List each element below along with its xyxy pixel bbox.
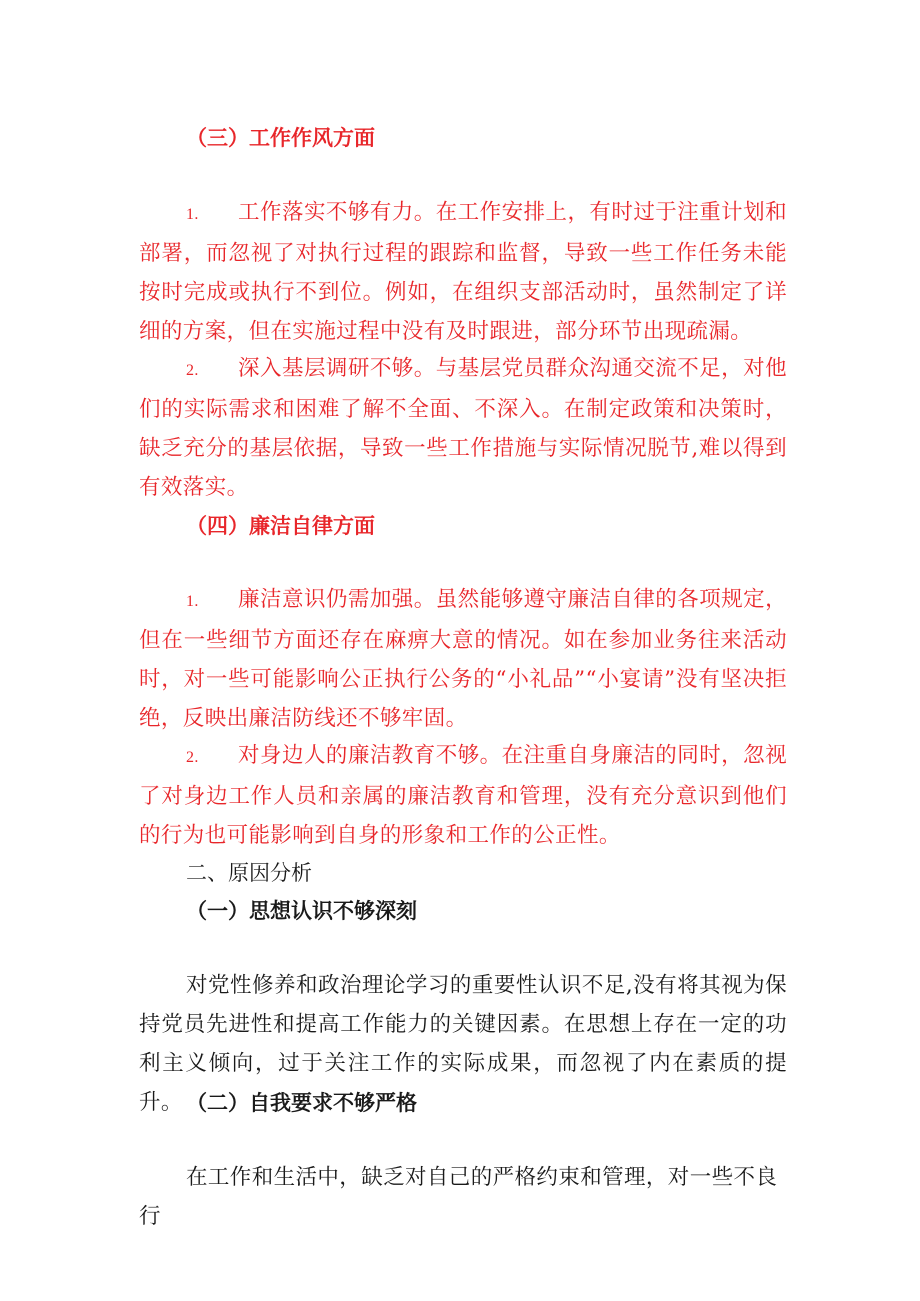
section-heading-work-style: （三）工作作风方面 (186, 126, 375, 150)
section-heading-cause-analysis: 二、原因分析 (186, 861, 312, 885)
item-number: 1. (186, 206, 199, 223)
subsection-heading-self-discipline: （二）自我要求不够严格 (186, 1091, 417, 1115)
work-style-item-2 (139, 349, 787, 507)
integrity-item-1 (139, 580, 787, 738)
self-discipline-paragraph: 在工作和生活中，缺乏对自己的严格约束和管理，对一些不良行 (139, 1165, 778, 1229)
subsection-heading-thinking: （一）思想认识不够深刻 (186, 899, 417, 923)
item-number: 1. (186, 593, 199, 610)
item-text: 深入基层调研不够。与基层党员群众沟通交流不足，对他们的实际需求和困难了解不全面、不深入。在制定政策和决策时，缺乏充分的基层依据，导致一些工作措施与实际情况脱节,难以得到有效落实。 (139, 356, 787, 500)
integrity-item-2 (139, 736, 787, 855)
work-style-item-1 (139, 193, 787, 351)
item-number: 2. (186, 749, 199, 766)
section-heading-integrity: （四）廉洁自律方面 (186, 514, 375, 538)
item-number: 2. (186, 362, 199, 379)
item-text: 廉洁意识仍需加强。虽然能够遵守廉洁自律的各项规定，但在一些细节方面还存在麻痹大意的情况。如在参加业务往来活动时，对一些可能影响公正执行公务的“小礼品”“小宴请”没有坚决拒绝，反映出廉洁防线还不够牢固。 (139, 587, 787, 731)
thinking-paragraph: 对党性修养和政治理论学习的重要性认识不足,没有将其视为保持党员先进性和提高工作能力的关键因素。在思想上存在一定的功利主义倾向，过于关注工作的实际成果，而忽视了内在素质的提升。 (139, 973, 787, 1115)
item-text: 对身边人的廉洁教育不够。在注重自身廉洁的同时，忽视了对身边工作人员和亲属的廉洁教育和管理，没有充分意识到他们的行为也可能影响到自身的形象和工作的公正性。 (139, 743, 787, 848)
item-text: 工作落实不够有力。在工作安排上，有时过于注重计划和部署，而忽视了对执行过程的跟踪和监督，导致一些工作任务未能按时完成或执行不到位。例如，在组织支部活动时，虽然制定了详细的方案，但在实施过程中没有及时跟进，部分环节出现疏漏。 (139, 200, 787, 344)
